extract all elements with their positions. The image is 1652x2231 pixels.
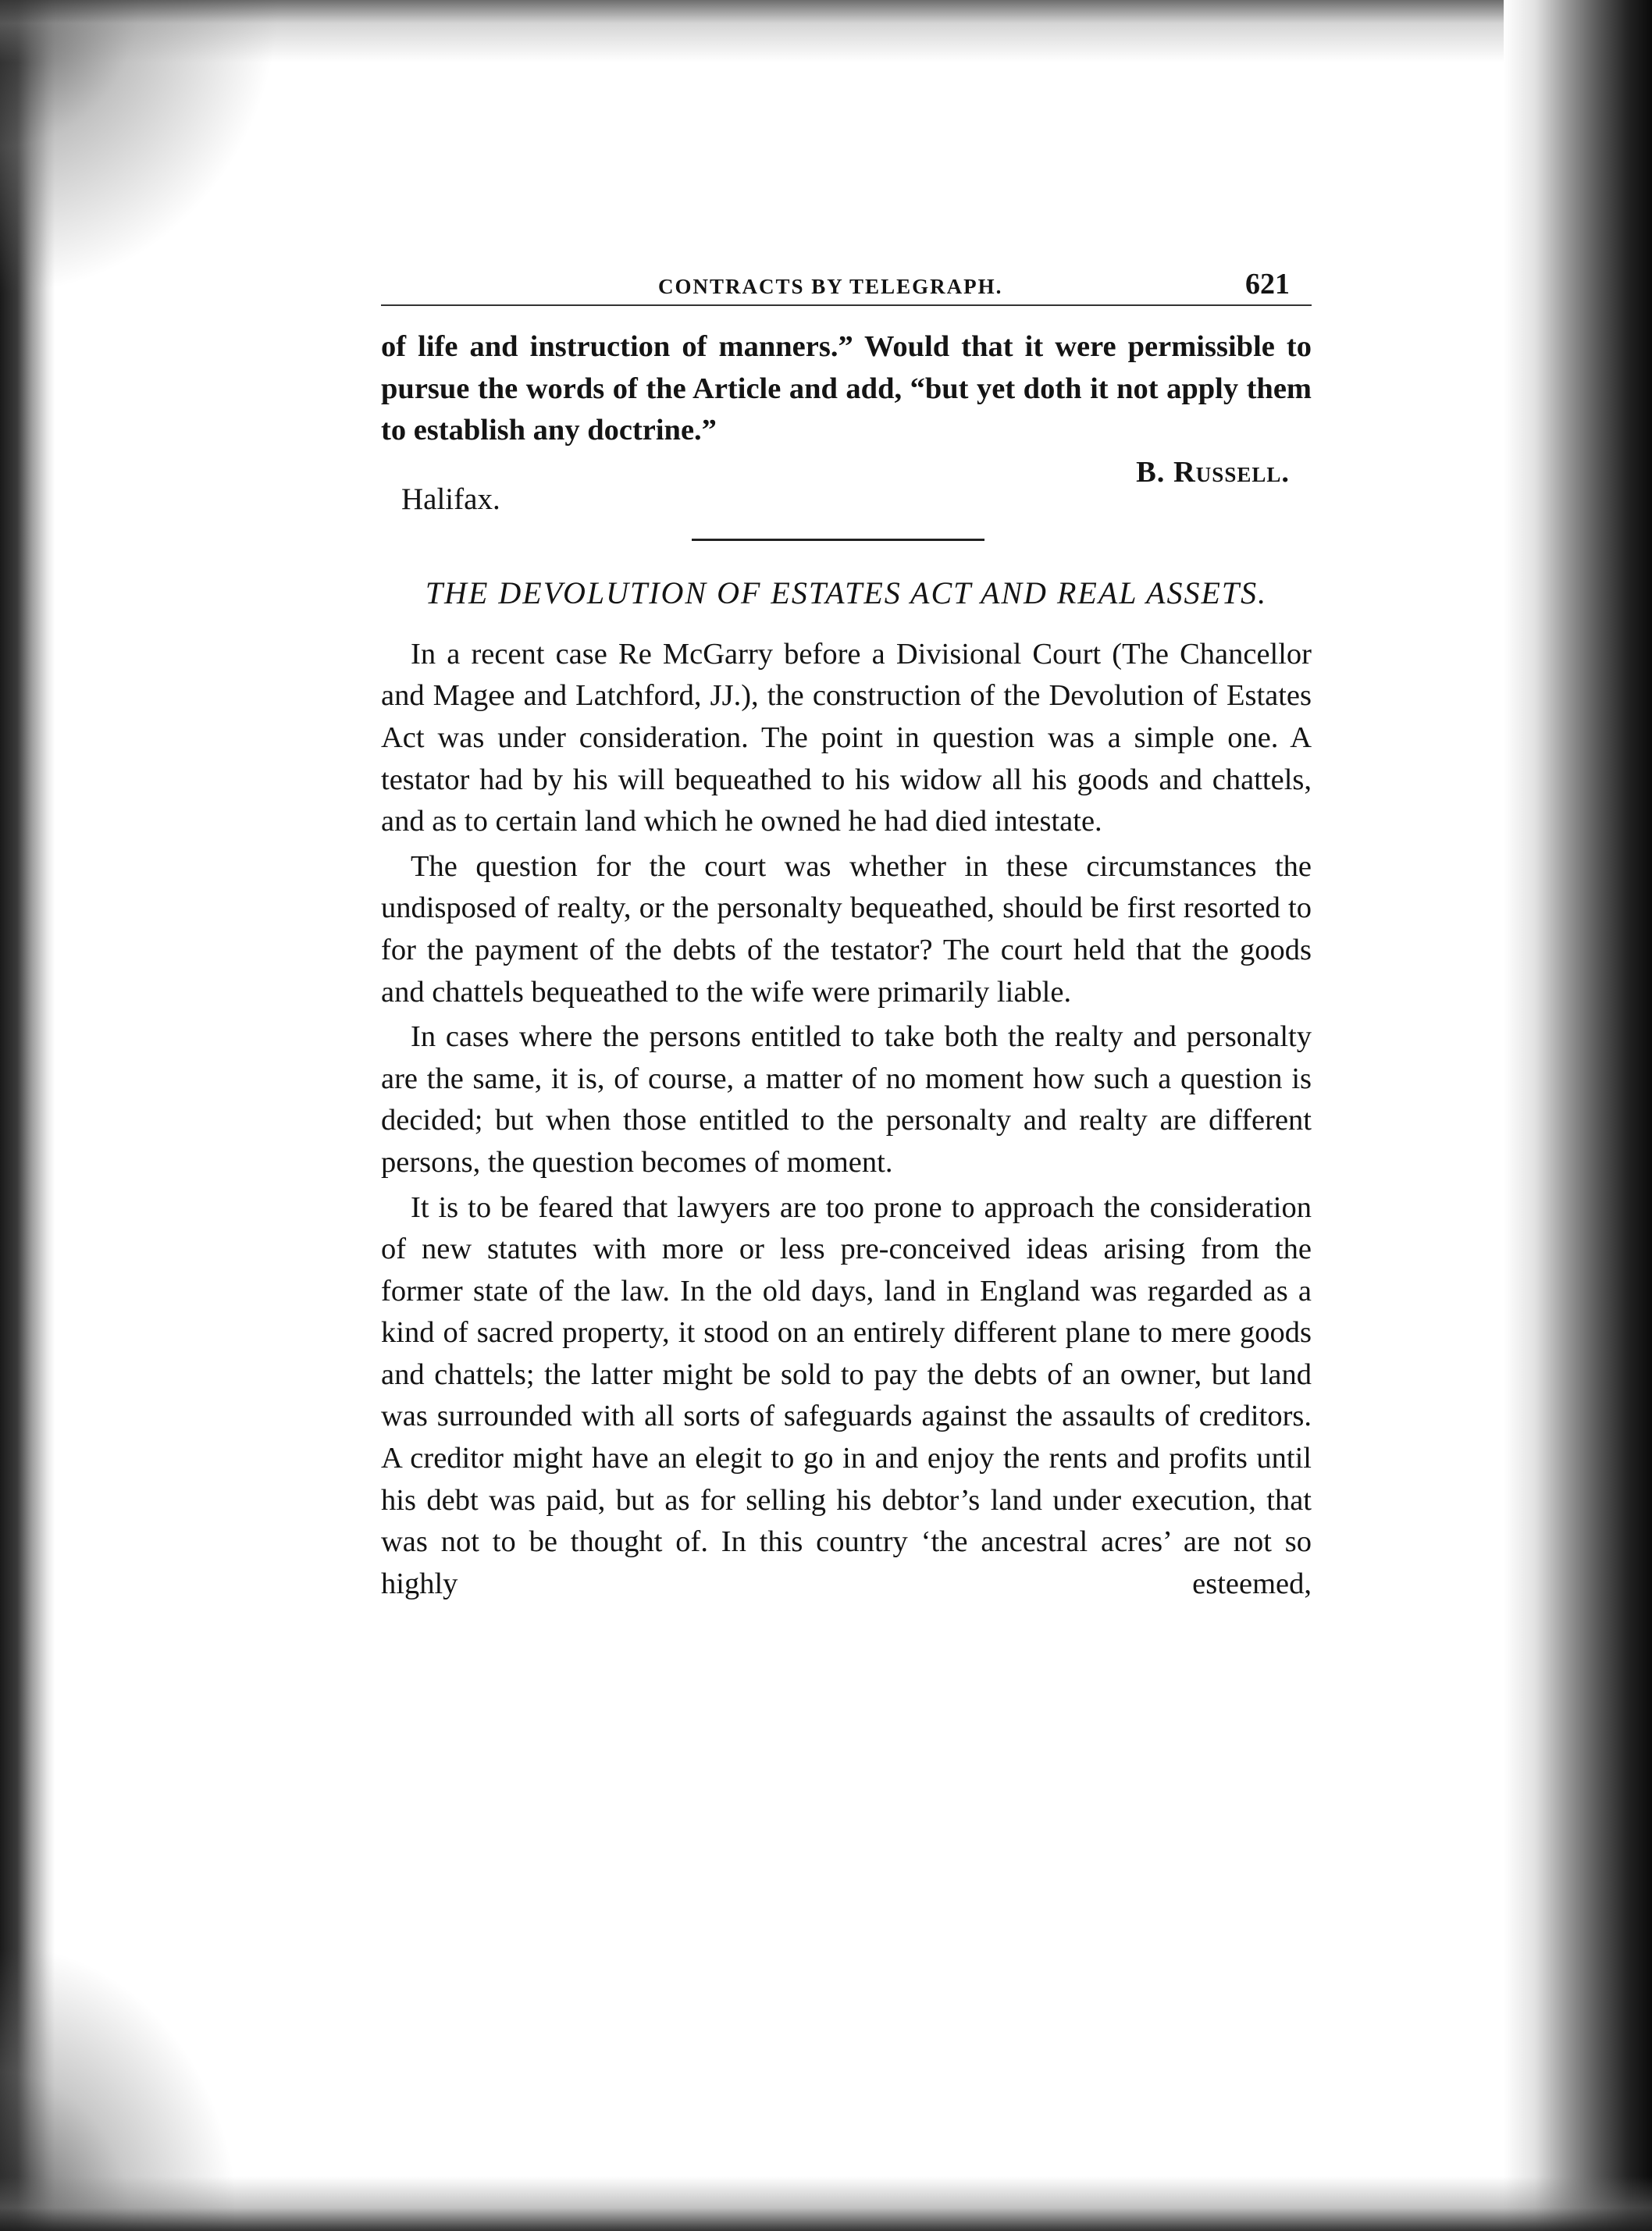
page-number: 621 [1245,268,1290,301]
article-paragraph: It is to be feared that lawyers are too prone to approach the consideration of new statutes with more or less pre-conceived ideas arising from the former state of the law. In the old days, land in England was regarded as a kind of sacred property, it stood on an entirely different plane to mere goods and chattels; the latter might be sold to pay the debts of an owner, but land was surrounded with all sorts of safeguards against the assaults of creditors. A creditor might have an elegit to go in and enjoy the rents and profits until his debt was paid, but as for selling his debtor’s land under execution, that was not to be thought of. In this country ‘the ancestral acres’ are not so highly esteemed, [381,1190,1312,1600]
author-signature: B. Russell. [1136,455,1290,489]
article-title: THE DEVOLUTION OF ESTATES ACT AND REAL ASSETS. [425,575,1268,610]
running-head-title: CONTRACTS BY TELEGRAPH. [658,275,1003,298]
scan-edge-right [1504,0,1652,2231]
scan-edge-bottom [0,2176,1652,2231]
scan-edge-left [0,0,55,2231]
author-location: Halifax. [401,482,500,516]
article-paragraph: In cases where the persons entitled to take both the realty and personalty are the same, it is, of course, a matter of no moment how such a question is decided; but when those entitled to the personalty and realty are different persons, the question becomes of moment. [381,1020,1312,1179]
section-divider [692,539,984,541]
previous-article-closing-paragraph: of life and instruction of manners.” Would that it were permissible to pursue the words of the Article and add, “but yet doth it not apply them to establish any doctrine.” [381,330,1312,447]
article-paragraph: The question for the court was whether in these circumstances the undisposed of realty, or the personalty bequeathed, should be first resorted to for the payment of the debts of the testator? The court held that the goods and chattels bequeathed to the wife were primarily liable. [381,849,1312,1009]
running-head [381,265,1312,306]
book-page [381,265,1312,1605]
article-paragraph: In a recent case Re McGarry before a Divisional Court (The Chancellor and Magee and Latchford, JJ.), the construction of the Devolution of Estates Act was under consideration. The point in question was a simple one. A testator had by his will bequeathed to his widow all his goods and chattels, and as to certain land which he owned he had died intestate. [381,637,1312,838]
scan-edge-top [0,0,1652,62]
